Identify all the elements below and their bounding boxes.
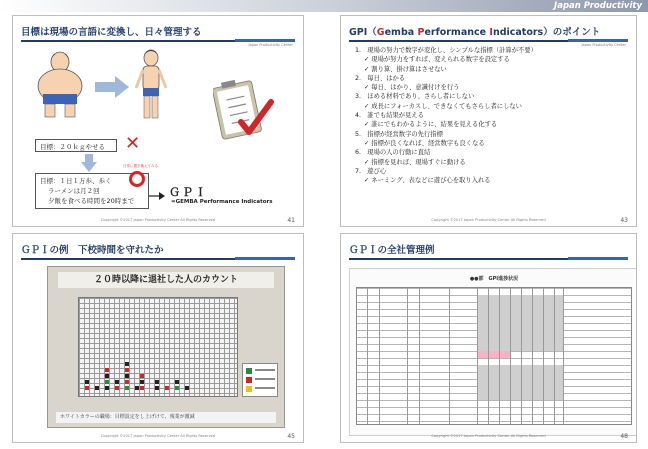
legend-sticky-note: [242, 363, 278, 397]
grey-cells: [477, 365, 563, 400]
table-column-line: [367, 288, 368, 424]
list-subitem: ✓ 現場が努力をすれば、変えられる数字を設定する: [364, 56, 510, 64]
list-subitem: ✓ 成長にフォーカスし、できなくてもさらし者にしない: [364, 102, 522, 110]
goal-good-line: 目標：１日１万歩、歩く: [40, 177, 112, 185]
slide-tag: Japan Productivity Center: [581, 43, 626, 47]
tally-mark: [95, 386, 99, 390]
small-note: 日常に置き換えてみる: [123, 164, 158, 168]
tally-mark: [125, 380, 129, 384]
tally-mark: [125, 362, 129, 366]
list-item: 3. ほめる材料であり、さらし者にしない: [355, 93, 475, 101]
spreadsheet-document: [349, 268, 637, 436]
tally-mark: [140, 386, 144, 390]
tally-mark: [125, 374, 129, 378]
table-column-line: [477, 288, 478, 424]
tally-mark: [135, 386, 139, 390]
tally-mark: [155, 380, 159, 384]
tally-mark: [125, 368, 129, 372]
table-column-line: [488, 288, 489, 424]
title-rule: [349, 258, 628, 260]
tally-mark: [140, 380, 144, 384]
overweight-man-illustration: [27, 50, 93, 118]
tally-mark: [125, 386, 129, 390]
list-item: 4. 誰でも結果が見える: [355, 112, 424, 120]
copyright: Copyright ©2017 Japan Productivity Center All Rights Reserved: [431, 218, 546, 222]
highlight-cells: [477, 351, 511, 358]
gpi-label: ＧＰＩ: [169, 186, 208, 199]
table-column-line: [554, 288, 555, 424]
tally-mark: [115, 386, 119, 390]
document-title: ●●部 GPI進捗状況: [469, 276, 519, 282]
list-item: 7. 遊び心: [355, 167, 387, 175]
gpi-table: [356, 287, 632, 425]
page-number: 45: [287, 433, 295, 440]
table-column-line: [510, 288, 511, 424]
copyright: Copyright ©2017 Japan Productivity Center All Rights Reserved: [100, 218, 216, 222]
list-subitem: ✓ 指標を見れば、現場すぐに動ける: [364, 158, 466, 166]
table-column-line: [532, 288, 533, 424]
slide-41: [12, 15, 304, 227]
list-item: 1. 現場の努力で数字が変化し、シンプルな指標（計算が不要）: [355, 47, 537, 54]
goal-bad-box: 目標：２０ｋｇやせる: [35, 139, 117, 152]
table-column-line: [379, 288, 380, 424]
table-column-line: [521, 288, 522, 424]
page-number: 48: [620, 433, 628, 440]
tally-mark: [165, 386, 169, 390]
tally-mark: [105, 374, 109, 378]
list-item: 2. 毎日、はかる: [355, 74, 406, 82]
copyright: Copyright ©2017 Japan Productivity Center All Rights Reserved: [100, 434, 216, 438]
right-arrow-icon: [95, 76, 129, 98]
slide-43: [340, 15, 637, 227]
tally-mark: [105, 386, 109, 390]
right-arrow-icon: [149, 192, 165, 200]
slide-title: ＧＰＩの全社管理例: [349, 245, 435, 256]
table-column-line: [563, 288, 564, 424]
tally-mark: [140, 374, 144, 378]
title-rule: [21, 40, 295, 42]
grey-cells: [477, 295, 563, 351]
slide-48: [340, 233, 637, 443]
tally-grid: [78, 297, 238, 397]
points-list: [355, 46, 626, 185]
table-column-line: [419, 288, 420, 424]
list-subitem: ✓ 毎日、はかり、意識付けを行う: [364, 84, 460, 92]
table-column-line: [499, 288, 500, 424]
down-arrow-icon: [81, 154, 97, 172]
tally-mark: [105, 368, 109, 372]
slide-tag: Japan Productivity Center: [248, 43, 293, 47]
slide-title: ＧＰＩの例 下校時間を守れたか: [21, 245, 164, 256]
list-subitem: ✓ 誰にでもわかるように、結果を見える化する: [364, 121, 498, 129]
tally-mark: [115, 380, 119, 384]
checklist-clipboard-icon: [213, 78, 275, 144]
page-number: 43: [620, 217, 628, 224]
list-subitem: ✓ 指標が良くなれば、経営数字も良くなる: [364, 139, 485, 147]
cross-icon: ✕: [125, 133, 141, 154]
brand-label: Japan Productivity: [554, 1, 642, 11]
circle-icon: [129, 171, 145, 187]
table-column-line: [407, 288, 408, 424]
slide-title: 目標は現場の言語に変換し、日々管理する: [21, 27, 202, 38]
title-rule: [21, 258, 295, 260]
page-number: 41: [287, 217, 295, 224]
table-column-line: [543, 288, 544, 424]
list-subitem: ✓ ネーミング、表などに遊び心を取り入れる: [364, 177, 491, 185]
tally-mark: [85, 380, 89, 384]
list-subitem: ✓ 割り算、掛け算はさせない: [364, 65, 447, 73]
slide-title: GPI（Gemba Performance Indicators）のポイント: [349, 27, 601, 38]
tally-mark: [155, 386, 159, 390]
goal-good-line: 夕飯を食べる時間を20時まで: [48, 197, 135, 205]
photo-title: ２０時以降に退社した人のカウント: [58, 272, 274, 288]
slide-45: [12, 233, 304, 443]
list-item: 6. 現場の人の行動に直結: [355, 149, 431, 157]
tally-mark: [175, 386, 179, 390]
title-rule: [349, 40, 628, 42]
slim-man-illustration: [131, 48, 171, 120]
tally-mark: [85, 386, 89, 390]
whiteboard-photo: [47, 266, 285, 428]
photo-caption: ホワイトカラーの職場：目標設定をし上げけて、残業が激減: [56, 412, 276, 423]
tally-mark: [175, 380, 179, 384]
list-item: 5. 指標が経営数字の先行指標: [355, 130, 443, 138]
copyright: Copyright ©2017 Japan Productivity Center All Rights Reserved: [431, 434, 546, 438]
gpi-expansion: =GEMBA Performance Indicators: [171, 199, 273, 205]
table-column-line: [449, 288, 450, 424]
top-banner: [0, 0, 648, 12]
tally-mark: [105, 380, 109, 384]
goal-good-line: ラーメンは月２回: [48, 187, 100, 195]
tally-mark: [185, 386, 189, 390]
